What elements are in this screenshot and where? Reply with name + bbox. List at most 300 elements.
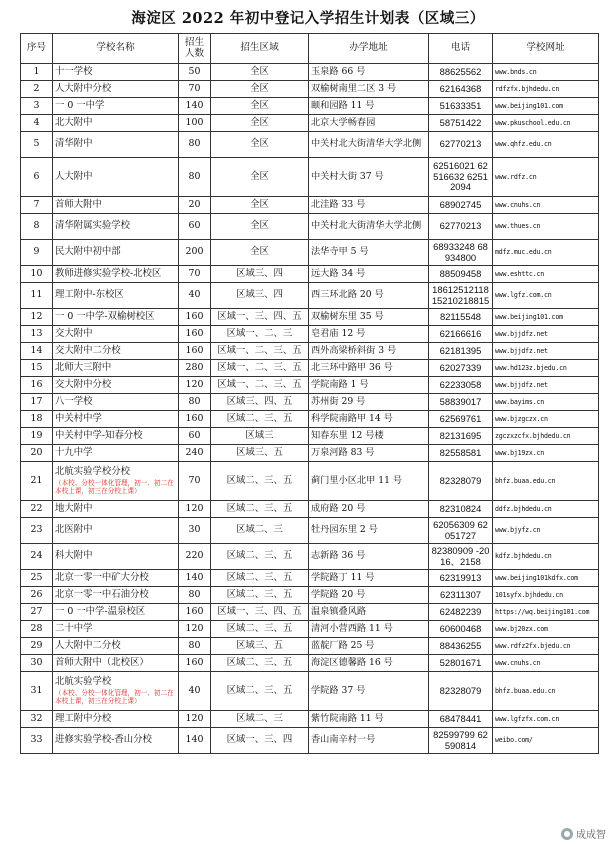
row-no: 32 <box>21 711 53 728</box>
enroll-area: 区域二、三、五 <box>211 621 309 638</box>
row-no: 29 <box>21 638 53 655</box>
school-phone: 82380909 -2016、2158 <box>429 544 493 570</box>
school-name <box>53 621 179 638</box>
school-name-text: 科大附中 <box>55 550 93 562</box>
school-name <box>53 158 179 197</box>
school-name <box>53 197 179 214</box>
row-no: 10 <box>21 266 53 283</box>
table-row <box>21 394 599 411</box>
enroll-count: 160 <box>179 604 211 621</box>
school-website: bhfz.buaa.edu.cn <box>493 672 599 711</box>
school-phone: 62181395 <box>429 343 493 360</box>
table-row <box>21 326 599 343</box>
table-row <box>21 655 599 672</box>
enroll-count: 100 <box>179 115 211 132</box>
school-name <box>53 240 179 266</box>
school-name-text: 北京一零一中矿大分校 <box>55 571 149 583</box>
school-website: weibo.com/ <box>493 728 599 754</box>
school-name-text: 清华附属实验学校 <box>55 220 131 232</box>
school-name-text: 十一学校 <box>55 65 93 77</box>
enrollment-table <box>20 33 599 754</box>
school-note: （本校、分校一体化管理，初一、初二在本校上课，初三在分校上课） <box>55 478 174 495</box>
enroll-count: 120 <box>179 377 211 394</box>
school-name-text: 民大附中初中部 <box>55 246 121 258</box>
enroll-count: 80 <box>179 158 211 197</box>
table-row <box>21 518 599 544</box>
school-name-text: 地大附中 <box>55 502 93 514</box>
table-row <box>21 428 599 445</box>
school-name-text: 首师大附中 <box>55 198 102 210</box>
row-no: 33 <box>21 728 53 754</box>
school-address: 清河小营西路 11 号 <box>309 621 429 638</box>
school-name <box>53 214 179 240</box>
row-no: 25 <box>21 570 53 587</box>
enroll-count: 80 <box>179 638 211 655</box>
enroll-count: 120 <box>179 711 211 728</box>
school-website: www.bj19zx.cn <box>493 445 599 462</box>
enroll-area: 全区 <box>211 240 309 266</box>
enroll-area: 全区 <box>211 132 309 158</box>
enroll-area: 区域二、三、五 <box>211 411 309 428</box>
enroll-count: 240 <box>179 445 211 462</box>
school-address: 西外高梁桥斜街 3 号 <box>309 343 429 360</box>
school-phone: 62166616 <box>429 326 493 343</box>
enroll-area: 全区 <box>211 214 309 240</box>
school-address: 学院路 20 号 <box>309 587 429 604</box>
school-website: www.cnuhs.cn <box>493 655 599 672</box>
school-address: 法华寺甲 5 号 <box>309 240 429 266</box>
school-address: 牡丹园东里 2 号 <box>309 518 429 544</box>
school-phone: 62311307 <box>429 587 493 604</box>
table-row <box>21 360 599 377</box>
school-phone: 82328079 <box>429 672 493 711</box>
school-website: www.cnuhs.cn <box>493 197 599 214</box>
school-address: 海淀区德馨路 16 号 <box>309 655 429 672</box>
school-phone: 62319913 <box>429 570 493 587</box>
header-row <box>21 34 599 64</box>
school-name <box>53 81 179 98</box>
school-name <box>53 266 179 283</box>
school-phone: 62516021 62516632 62512094 <box>429 158 493 197</box>
school-website: www.rdfz2fx.bjedu.cn <box>493 638 599 655</box>
table-row <box>21 638 599 655</box>
row-no: 8 <box>21 214 53 240</box>
enroll-count: 280 <box>179 360 211 377</box>
school-address: 温泉镇叠风路 <box>309 604 429 621</box>
enroll-area: 区域二、三、五 <box>211 587 309 604</box>
school-name <box>53 326 179 343</box>
school-phone: 62569761 <box>429 411 493 428</box>
school-website: www.pkuschool.edu.cn <box>493 115 599 132</box>
school-name <box>53 411 179 428</box>
school-address: 蓟门里小区北甲 11 号 <box>309 462 429 501</box>
school-name <box>53 544 179 570</box>
enroll-area: 区域三、四、五 <box>211 394 309 411</box>
school-name <box>53 604 179 621</box>
school-name <box>53 462 179 501</box>
school-website: www.bjjdfz.net <box>493 377 599 394</box>
enroll-count: 70 <box>179 266 211 283</box>
school-phone: 82328079 <box>429 462 493 501</box>
enroll-area: 全区 <box>211 158 309 197</box>
table-row <box>21 587 599 604</box>
school-address: 学院路丁 11 号 <box>309 570 429 587</box>
school-address: 紫竹院南路 11 号 <box>309 711 429 728</box>
school-website: www.beijing101kdfx.com <box>493 570 599 587</box>
school-address: 苏州街 29 号 <box>309 394 429 411</box>
school-phone: 62482239 <box>429 604 493 621</box>
school-name-text: 理工附中-东校区 <box>55 289 124 301</box>
enroll-area: 区域二、三、五 <box>211 544 309 570</box>
school-phone: 60600468 <box>429 621 493 638</box>
header-address: 办学地址 <box>309 34 429 64</box>
school-address: 中关村北大街清华大学北侧 <box>309 132 429 158</box>
school-name-text: 北医附中 <box>55 524 93 536</box>
table-row <box>21 377 599 394</box>
school-phone: 62233058 <box>429 377 493 394</box>
enroll-count: 30 <box>179 518 211 544</box>
enroll-count: 60 <box>179 428 211 445</box>
school-name <box>53 445 179 462</box>
enroll-area: 全区 <box>211 115 309 132</box>
school-address: 颐和园路 11 号 <box>309 98 429 115</box>
enroll-area: 区域二、三、五 <box>211 501 309 518</box>
school-name-text: 人大附中 <box>55 170 93 182</box>
row-no: 6 <box>21 158 53 197</box>
enroll-count: 80 <box>179 394 211 411</box>
school-address: 蓝靛厂路 25 号 <box>309 638 429 655</box>
school-website: www.bjjdfz.net <box>493 343 599 360</box>
school-name-text: 北京一零一中石油分校 <box>55 588 149 600</box>
school-name-text: 首师大附中（北校区） <box>55 656 149 668</box>
row-no: 5 <box>21 132 53 158</box>
enroll-count: 120 <box>179 501 211 518</box>
school-name-text: 交大附中 <box>55 327 93 339</box>
enroll-count: 140 <box>179 728 211 754</box>
row-no: 30 <box>21 655 53 672</box>
table-row <box>21 240 599 266</box>
school-website: kdfz.bjhdedu.cn <box>493 544 599 570</box>
school-name <box>53 309 179 326</box>
table-row <box>21 197 599 214</box>
school-address: 中关村大街 37 号 <box>309 158 429 197</box>
enroll-area: 区域一、二、三、五 <box>211 377 309 394</box>
school-address: 北三环中路甲 36 号 <box>309 360 429 377</box>
row-no: 1 <box>21 64 53 81</box>
school-phone: 51633351 <box>429 98 493 115</box>
school-phone: 68902745 <box>429 197 493 214</box>
table-row <box>21 115 599 132</box>
school-website: www.bj20zx.com <box>493 621 599 638</box>
watermark-text: 成成智 <box>576 830 606 841</box>
school-phone: 62770213 <box>429 132 493 158</box>
row-no: 27 <box>21 604 53 621</box>
school-name-text: 进修实验学校-香山分校 <box>55 734 152 746</box>
school-name-text: 十九中学 <box>55 446 93 458</box>
row-no: 18 <box>21 411 53 428</box>
row-no: 16 <box>21 377 53 394</box>
enroll-count: 20 <box>179 197 211 214</box>
enroll-count: 220 <box>179 544 211 570</box>
enroll-area: 全区 <box>211 197 309 214</box>
school-name <box>53 655 179 672</box>
enroll-count: 60 <box>179 214 211 240</box>
enroll-area: 区域一、三、四、五 <box>211 604 309 621</box>
school-website: zgczxzcfx.bjhdedu.cn <box>493 428 599 445</box>
row-no: 26 <box>21 587 53 604</box>
table-row <box>21 81 599 98</box>
school-website: mdfz.muc.edu.cn <box>493 240 599 266</box>
school-phone: 58751422 <box>429 115 493 132</box>
school-name-text: 理工附中分校 <box>55 712 112 724</box>
enroll-area: 区域三、五 <box>211 445 309 462</box>
school-address: 万泉河路 83 号 <box>309 445 429 462</box>
enroll-count: 70 <box>179 81 211 98</box>
school-website: www.hd123z.bjedu.cn <box>493 360 599 377</box>
school-name <box>53 428 179 445</box>
school-website: www.bjyfz.cn <box>493 518 599 544</box>
school-name-text: 清华附中 <box>55 138 93 150</box>
school-phone: 68933248 68934800 <box>429 240 493 266</box>
school-address: 学院南路 1 号 <box>309 377 429 394</box>
table-row <box>21 411 599 428</box>
school-name <box>53 501 179 518</box>
table-row <box>21 711 599 728</box>
table-row <box>21 672 599 711</box>
row-no: 13 <box>21 326 53 343</box>
enroll-count: 70 <box>179 462 211 501</box>
school-address: 学院路 37 号 <box>309 672 429 711</box>
school-name <box>53 587 179 604</box>
school-phone: 88625562 <box>429 64 493 81</box>
enroll-count: 40 <box>179 672 211 711</box>
school-name-text: 交大附中分校 <box>55 378 112 390</box>
school-website: bhfz.buaa.edu.cn <box>493 462 599 501</box>
table-row <box>21 445 599 462</box>
school-name <box>53 360 179 377</box>
enroll-count: 80 <box>179 587 211 604</box>
enroll-area: 区域一、二、三、五 <box>211 343 309 360</box>
wechat-icon <box>561 828 573 840</box>
school-website: 101syfx.bjhdedu.cn <box>493 587 599 604</box>
school-name-text: 交大附中二分校 <box>55 344 121 356</box>
school-phone: 52801671 <box>429 655 493 672</box>
school-name-text: 人大附中分校 <box>55 82 112 94</box>
school-website: www.rdfz.cn <box>493 158 599 197</box>
school-name <box>53 394 179 411</box>
school-name-text: 一 0 一中学 <box>55 99 105 111</box>
school-website: www.eshttc.cn <box>493 266 599 283</box>
school-name <box>53 64 179 81</box>
enroll-count: 160 <box>179 343 211 360</box>
school-name-text: 中关村中学 <box>55 412 102 424</box>
enroll-area: 区域一、二、三 <box>211 326 309 343</box>
enroll-area: 区域二、三 <box>211 518 309 544</box>
school-address: 志新路 36 号 <box>309 544 429 570</box>
row-no: 22 <box>21 501 53 518</box>
school-address: 双榆树南里二区 3 号 <box>309 81 429 98</box>
school-name <box>53 343 179 360</box>
row-no: 9 <box>21 240 53 266</box>
header-no: 序号 <box>21 34 53 64</box>
school-website: www.bjzgczx.cn <box>493 411 599 428</box>
row-no: 20 <box>21 445 53 462</box>
table-row <box>21 544 599 570</box>
school-website: www.bjjdfz.net <box>493 326 599 343</box>
enroll-count: 160 <box>179 309 211 326</box>
school-name-text: 人大附中二分校 <box>55 639 121 651</box>
enroll-area: 区域二、三、五 <box>211 672 309 711</box>
school-name <box>53 638 179 655</box>
school-name <box>53 711 179 728</box>
table-row <box>21 501 599 518</box>
table-row <box>21 132 599 158</box>
enroll-count: 50 <box>179 64 211 81</box>
school-phone: 62770213 <box>429 214 493 240</box>
page-title: 海淀区 2022 年初中登记入学招生计划表（区域三） <box>131 10 485 27</box>
header-area: 招生区域 <box>211 34 309 64</box>
enroll-area: 全区 <box>211 81 309 98</box>
school-name <box>53 377 179 394</box>
enroll-count: 160 <box>179 655 211 672</box>
school-address: 科学院南路甲 14 号 <box>309 411 429 428</box>
school-name-text: 一 0 一中学-温泉校区 <box>55 605 146 617</box>
enroll-area: 区域一、三、四、五 <box>211 309 309 326</box>
enroll-area: 区域一、二、三、五 <box>211 360 309 377</box>
school-phone: 62164368 <box>429 81 493 98</box>
enroll-count: 200 <box>179 240 211 266</box>
table-row <box>21 309 599 326</box>
school-name-text: 二十中学 <box>55 622 93 634</box>
watermark <box>559 826 608 841</box>
school-phone: 82115548 <box>429 309 493 326</box>
school-name <box>53 132 179 158</box>
row-no: 28 <box>21 621 53 638</box>
school-address: 北京大学畅春园 <box>309 115 429 132</box>
enroll-count: 80 <box>179 132 211 158</box>
enroll-area: 区域三 <box>211 428 309 445</box>
school-address: 双榆树东里 35 号 <box>309 309 429 326</box>
table-row <box>21 621 599 638</box>
school-website: www.lgfzfx.com.cn <box>493 711 599 728</box>
enroll-count: 140 <box>179 98 211 115</box>
enroll-area: 区域三、四 <box>211 266 309 283</box>
table-row <box>21 266 599 283</box>
table-row <box>21 64 599 81</box>
school-name-text: 北航实验学校 <box>55 676 112 688</box>
school-website: www.beijing101.com <box>493 98 599 115</box>
school-address: 皂君庙 12 号 <box>309 326 429 343</box>
enroll-area: 全区 <box>211 64 309 81</box>
school-address: 远大路 34 号 <box>309 266 429 283</box>
school-phone: 82310824 <box>429 501 493 518</box>
enroll-count: 120 <box>179 621 211 638</box>
row-no: 24 <box>21 544 53 570</box>
enroll-area: 区域二、三、五 <box>211 462 309 501</box>
school-website: ddfz.bjhdedu.cn <box>493 501 599 518</box>
header-website: 学校网址 <box>493 34 599 64</box>
school-name-text: 北师大三附中 <box>55 361 112 373</box>
row-no: 21 <box>21 462 53 501</box>
school-address: 玉泉路 66 号 <box>309 64 429 81</box>
table-row <box>21 604 599 621</box>
school-name <box>53 570 179 587</box>
school-name <box>53 283 179 309</box>
enroll-area: 区域三、四 <box>211 283 309 309</box>
school-name-text: 北航实验学校分校 <box>55 466 131 478</box>
header-count: 招生人数 <box>179 34 211 64</box>
school-name <box>53 728 179 754</box>
enroll-count: 160 <box>179 411 211 428</box>
school-address: 成府路 20 号 <box>309 501 429 518</box>
table-row <box>21 462 599 501</box>
table-row <box>21 728 599 754</box>
school-note: （本校、分校一体化管理，初一、初二在本校上课，初三在分校上课） <box>55 688 174 705</box>
school-phone: 88509458 <box>429 266 493 283</box>
row-no: 3 <box>21 98 53 115</box>
school-name-text: 教师进修实验学校-北校区 <box>55 267 162 279</box>
school-website: https://wq.beijing101.com <box>493 604 599 621</box>
school-address: 知春东里 12 号楼 <box>309 428 429 445</box>
row-no: 4 <box>21 115 53 132</box>
row-no: 23 <box>21 518 53 544</box>
school-website: www.thues.cn <box>493 214 599 240</box>
table-row <box>21 98 599 115</box>
school-phone: 88436255 <box>429 638 493 655</box>
row-no: 11 <box>21 283 53 309</box>
enroll-count: 160 <box>179 326 211 343</box>
enroll-area: 全区 <box>211 98 309 115</box>
enroll-area: 区域一、三、四 <box>211 728 309 754</box>
school-address: 北洼路 33 号 <box>309 197 429 214</box>
school-phone: 62027339 <box>429 360 493 377</box>
school-website: www.bnds.cn <box>493 64 599 81</box>
school-name-text: 北大附中 <box>55 116 93 128</box>
header-school-name: 学校名称 <box>53 34 179 64</box>
school-name <box>53 98 179 115</box>
school-phone: 62056309 62051727 <box>429 518 493 544</box>
school-name <box>53 115 179 132</box>
school-website: www.bayims.cn <box>493 394 599 411</box>
enroll-count: 40 <box>179 283 211 309</box>
school-address: 香山南辛村一号 <box>309 728 429 754</box>
school-name-text: 八一学校 <box>55 395 93 407</box>
table-row <box>21 214 599 240</box>
table-row <box>21 343 599 360</box>
school-name <box>53 672 179 711</box>
row-no: 14 <box>21 343 53 360</box>
school-address: 西三环北路 20 号 <box>309 283 429 309</box>
table-row <box>21 283 599 309</box>
school-phone: 82131695 <box>429 428 493 445</box>
header-phone: 电话 <box>429 34 493 64</box>
school-phone: 82558581 <box>429 445 493 462</box>
school-website: www.beijing101.com <box>493 309 599 326</box>
row-no: 2 <box>21 81 53 98</box>
enroll-area: 区域二、三 <box>211 711 309 728</box>
enroll-count: 140 <box>179 570 211 587</box>
school-name-text: 一 0 一中学-双榆树校区 <box>55 310 155 322</box>
school-phone: 68478441 <box>429 711 493 728</box>
school-phone: 18612512118 15210218815 <box>429 283 493 309</box>
school-address: 中关村北大街清华大学北侧 <box>309 214 429 240</box>
enroll-area: 区域二、三、五 <box>211 655 309 672</box>
row-no: 17 <box>21 394 53 411</box>
school-website: www.qhfz.edu.cn <box>493 132 599 158</box>
table-row <box>21 570 599 587</box>
row-no: 7 <box>21 197 53 214</box>
row-no: 19 <box>21 428 53 445</box>
